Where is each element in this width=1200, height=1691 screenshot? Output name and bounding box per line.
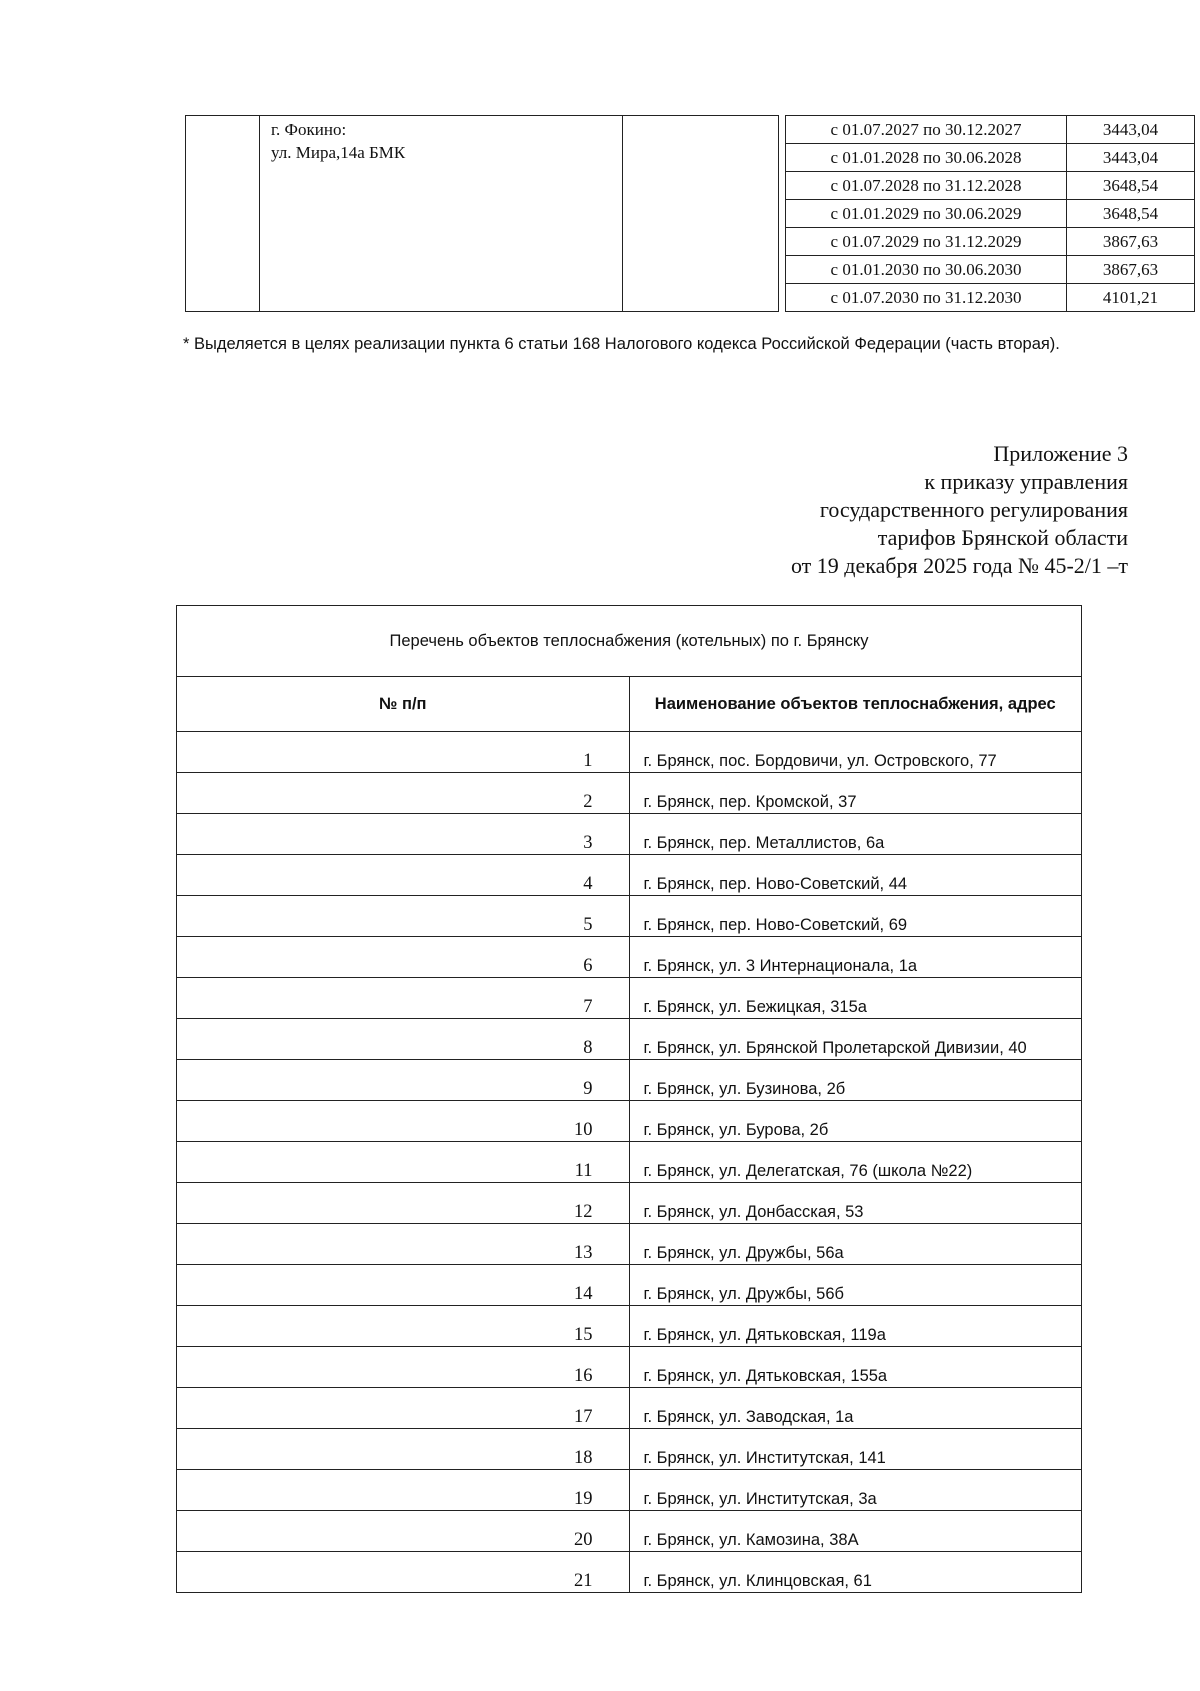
tariff-period: с 01.07.2027 по 30.12.2027 <box>786 116 1067 144</box>
tariff-period: с 01.07.2029 по 31.12.2029 <box>786 228 1067 256</box>
table-row <box>177 1552 1082 1593</box>
object-address: г. Брянск, пос. Бордовичи, ул. Островского, 77 <box>629 732 1082 773</box>
row-number: 20 <box>177 1511 630 1552</box>
table-row <box>177 1224 1082 1265</box>
table-row <box>177 855 1082 896</box>
row-number: 10 <box>177 1101 630 1142</box>
table-row <box>177 1019 1082 1060</box>
object-address: г. Брянск, ул. Бузинова, 2б <box>629 1060 1082 1101</box>
table-row <box>177 1101 1082 1142</box>
table-row <box>177 1183 1082 1224</box>
column-header-number: № п/п <box>177 677 630 732</box>
table-row <box>177 1347 1082 1388</box>
object-address: г. Брянск, ул. Дятьковская, 155а <box>629 1347 1082 1388</box>
row-number: 1 <box>177 732 630 773</box>
row-number: 12 <box>177 1183 630 1224</box>
object-address: г. Брянск, ул. Институтская, 141 <box>629 1429 1082 1470</box>
object-address: г. Брянск, ул. 3 Интернационала, 1а <box>629 937 1082 978</box>
row-number: 11 <box>177 1142 630 1183</box>
table-row <box>177 896 1082 937</box>
row-number: 18 <box>177 1429 630 1470</box>
row-number: 5 <box>177 896 630 937</box>
tariff-gap-cell <box>779 116 786 312</box>
object-address: г. Брянск, пер. Ново-Советский, 69 <box>629 896 1082 937</box>
tariff-table <box>185 115 1195 312</box>
row-number: 17 <box>177 1388 630 1429</box>
tariff-value: 3443,04 <box>1067 144 1195 172</box>
object-address: г. Брянск, ул. Институтская, 3а <box>629 1470 1082 1511</box>
tariff-value: 3867,63 <box>1067 256 1195 284</box>
tariff-period: с 01.01.2029 по 30.06.2029 <box>786 200 1067 228</box>
column-header-name: Наименование объектов теплоснабжения, адрес <box>629 677 1082 732</box>
row-number: 19 <box>177 1470 630 1511</box>
object-address: г. Брянск, пер. Кромской, 37 <box>629 773 1082 814</box>
tariff-location-city: г. Фокино: <box>271 120 347 139</box>
object-address: г. Брянск, ул. Брянской Пролетарской Дивизии, 40 <box>629 1019 1082 1060</box>
object-address: г. Брянск, ул. Делегатская, 76 (школа №22) <box>629 1142 1082 1183</box>
object-address: г. Брянск, ул. Заводская, 1а <box>629 1388 1082 1429</box>
row-number: 7 <box>177 978 630 1019</box>
tariff-value: 3867,63 <box>1067 228 1195 256</box>
tariff-value: 3648,54 <box>1067 200 1195 228</box>
objects-table-header-row <box>177 677 1082 732</box>
table-row <box>177 978 1082 1019</box>
table-row <box>177 773 1082 814</box>
object-address: г. Брянск, ул. Клинцовская, 61 <box>629 1552 1082 1593</box>
appendix-line: к приказу управления <box>924 469 1128 494</box>
row-number: 13 <box>177 1224 630 1265</box>
tariff-value: 4101,21 <box>1067 284 1195 312</box>
table-row <box>177 732 1082 773</box>
tariff-period: с 01.01.2030 по 30.06.2030 <box>786 256 1067 284</box>
row-number: 9 <box>177 1060 630 1101</box>
footnote: * Выделяется в целях реализации пункта 6 статьи 168 Налогового кодекса Российской Федерации (часть вторая). <box>183 335 1060 353</box>
object-address: г. Брянск, ул. Бежицкая, 315а <box>629 978 1082 1019</box>
table-row <box>177 1306 1082 1347</box>
row-number: 21 <box>177 1552 630 1593</box>
row-number: 2 <box>177 773 630 814</box>
objects-table-body <box>177 606 1082 1593</box>
appendix-line: тарифов Брянской области <box>877 525 1128 550</box>
object-address: г. Брянск, пер. Ново-Советский, 44 <box>629 855 1082 896</box>
appendix-title: Приложение 3 <box>993 441 1128 466</box>
tariff-period: с 01.01.2028 по 30.06.2028 <box>786 144 1067 172</box>
table-row <box>177 1429 1082 1470</box>
object-address: г. Брянск, ул. Дружбы, 56б <box>629 1265 1082 1306</box>
table-row <box>177 814 1082 855</box>
tariff-value: 3443,04 <box>1067 116 1195 144</box>
row-number: 14 <box>177 1265 630 1306</box>
tariff-location-address: ул. Мира,14а БМК <box>271 143 406 162</box>
object-address: г. Брянск, пер. Металлистов, 6а <box>629 814 1082 855</box>
row-number: 15 <box>177 1306 630 1347</box>
table-row <box>177 1060 1082 1101</box>
tariff-empty-cell <box>623 116 779 312</box>
appendix-order-date: от 19 декабря 2025 года № 45-2/1 –т <box>790 553 1128 578</box>
tariff-value: 3648,54 <box>1067 172 1195 200</box>
row-number: 3 <box>177 814 630 855</box>
tariff-location-cell <box>260 116 623 312</box>
row-number: 6 <box>177 937 630 978</box>
object-address: г. Брянск, ул. Бурова, 2б <box>629 1101 1082 1142</box>
row-number: 16 <box>177 1347 630 1388</box>
appendix-header <box>608 440 1128 580</box>
tariff-period: с 01.07.2030 по 31.12.2030 <box>786 284 1067 312</box>
tariff-period: с 01.07.2028 по 31.12.2028 <box>786 172 1067 200</box>
tariff-row <box>186 116 1195 144</box>
objects-table <box>176 605 1082 1593</box>
row-number: 8 <box>177 1019 630 1060</box>
table-row <box>177 937 1082 978</box>
table-row <box>177 1470 1082 1511</box>
objects-table-caption: Перечень объектов теплоснабжения (котельных) по г. Брянску <box>177 606 1082 677</box>
object-address: г. Брянск, ул. Донбасская, 53 <box>629 1183 1082 1224</box>
table-row <box>177 1511 1082 1552</box>
table-row <box>177 1142 1082 1183</box>
table-row <box>177 1388 1082 1429</box>
object-address: г. Брянск, ул. Камозина, 38А <box>629 1511 1082 1552</box>
table-row <box>177 1265 1082 1306</box>
objects-table-caption-row <box>177 606 1082 677</box>
object-address: г. Брянск, ул. Дружбы, 56а <box>629 1224 1082 1265</box>
tariff-empty-cell <box>186 116 260 312</box>
object-address: г. Брянск, ул. Дятьковская, 119а <box>629 1306 1082 1347</box>
row-number: 4 <box>177 855 630 896</box>
appendix-line: государственного регулирования <box>819 497 1128 522</box>
tariff-table-body <box>186 116 1195 312</box>
